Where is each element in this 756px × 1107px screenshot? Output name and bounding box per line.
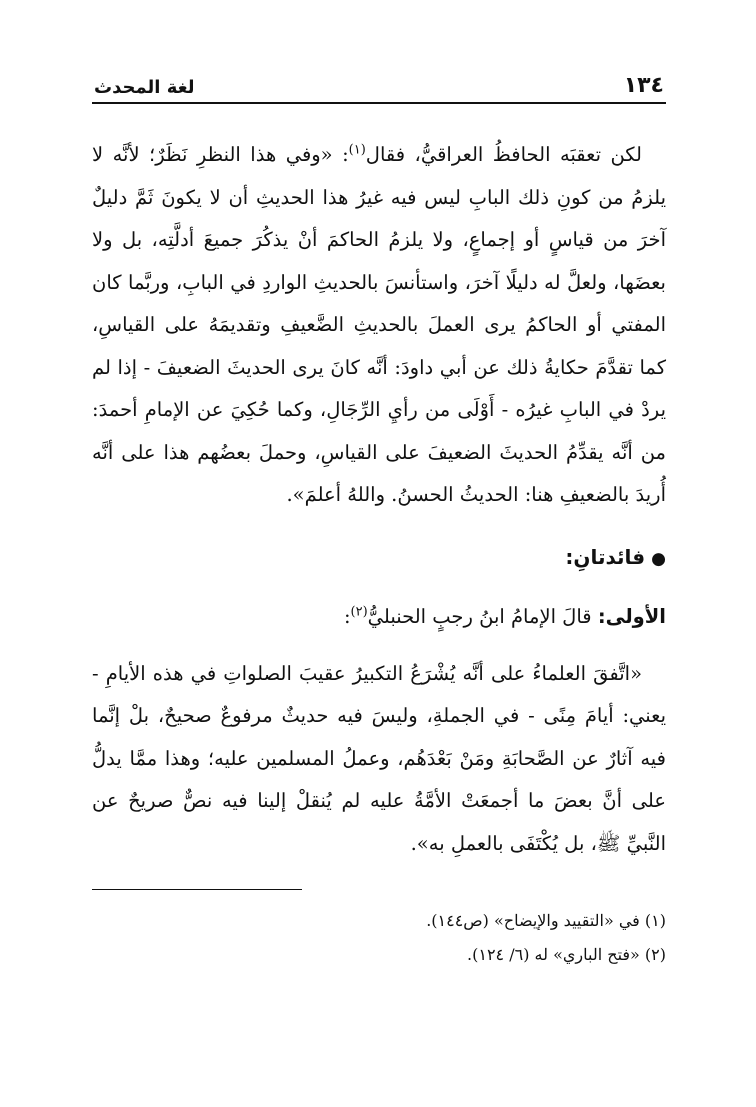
section-heading-text: فائدتانِ: [565, 544, 646, 569]
section-heading [92, 537, 666, 579]
bullet-icon: ● [651, 548, 666, 569]
first-benefit-line [92, 597, 666, 637]
paragraph-text-start: لكن تعقبَه الحافظُ العراقيُّ، فقال [365, 143, 642, 166]
document-page [92, 58, 666, 1058]
first-benefit-label: الأولى: [597, 604, 666, 628]
paragraph-iraqi-critique [92, 134, 666, 517]
first-benefit-colon: : [343, 604, 351, 628]
running-header [92, 58, 666, 104]
footnote-reference-2[interactable]: (٢) [350, 604, 368, 619]
page-number: ١٣٤ [623, 73, 664, 98]
running-title: لغة المحدث [94, 77, 195, 98]
paragraph-text-rest: : «وفي هذا النظرِ نَظَرٌ؛ لأنَّه لا يلزمُ من كونِ ذلك البابِ ليس فيه غيرُ هذا الحديثِ أن لا يكونَ ثَمَّ دليلٌ آخرَ من قياسٍ أو إجماعٍ، ولا يلزمُ الحاكمَ أنْ يذكُرَ جميعَ أدلَّتِه، بل ولا بعضَها، ولعلَّ له دليلًا آخرَ، واستأنسَ بالحديثِ الواردِ في البابِ، وربَّما كان المفتي أو الحاكمُ يرى العملَ بالحديثِ الضَّعيفِ وتقديمَهُ على القياسِ، كما تقدَّمَ حكايةُ ذلك عن أبي داودَ: أنَّه كانَ يرى الحديثَ الضعيفَ - إذا لم يردْ في البابِ غيرُه - أَوْلَى من رأيِ الرِّجَالِ، وكما حُكِيَ عن الإمامِ أحمدَ: من أنَّه يقدِّمُ الحديثَ الضعيفَ على القياسِ، وحملَ بعضُهم هذا على أنَّه أُريدَ بالضعيفِ هنا: الحديثُ الحسنُ. واللهُ أعلمَ». [92, 143, 666, 506]
footnote-1: (١) في «التقييد والإيضاح» (ص١٤٤). [426, 911, 666, 930]
footnote-reference-1[interactable]: (١) [348, 142, 366, 158]
first-benefit-text: قالَ الإمامُ ابنُ رجبٍ الحنبليُّ [367, 604, 598, 628]
ibn-rajab-quote: «اتَّفقَ العلماءُ على أنَّه يُشْرَعُ التكبيرُ عقيبَ الصلواتِ في هذه الأيامِ - يعني: أيامَ مِنًى - في الجملةِ، وليسَ فيه حديثٌ مرفوعٌ صحيحٌ، بلْ إنَّما فيه آثارٌ عن الصَّحابَةِ ومَنْ بَعْدَهُم، وعملُ المسلمين عليه؛ وهذا ممَّا يدلُّ على أنَّ بعضَ ما أجمعَتْ الأمَّةُ عليه لم يُنقلْ إلينا فيه نصٌّ صريحٌ عن النَّبيِّ ﷺ، بل يُكْتَفَى بالعملِ به». [92, 661, 666, 855]
footnote-divider [92, 889, 302, 890]
footnotes [92, 904, 666, 972]
body-text [92, 134, 666, 972]
footnote-2: (٢) «فتح الباري» له (٦/ ١٢٤). [467, 945, 666, 964]
